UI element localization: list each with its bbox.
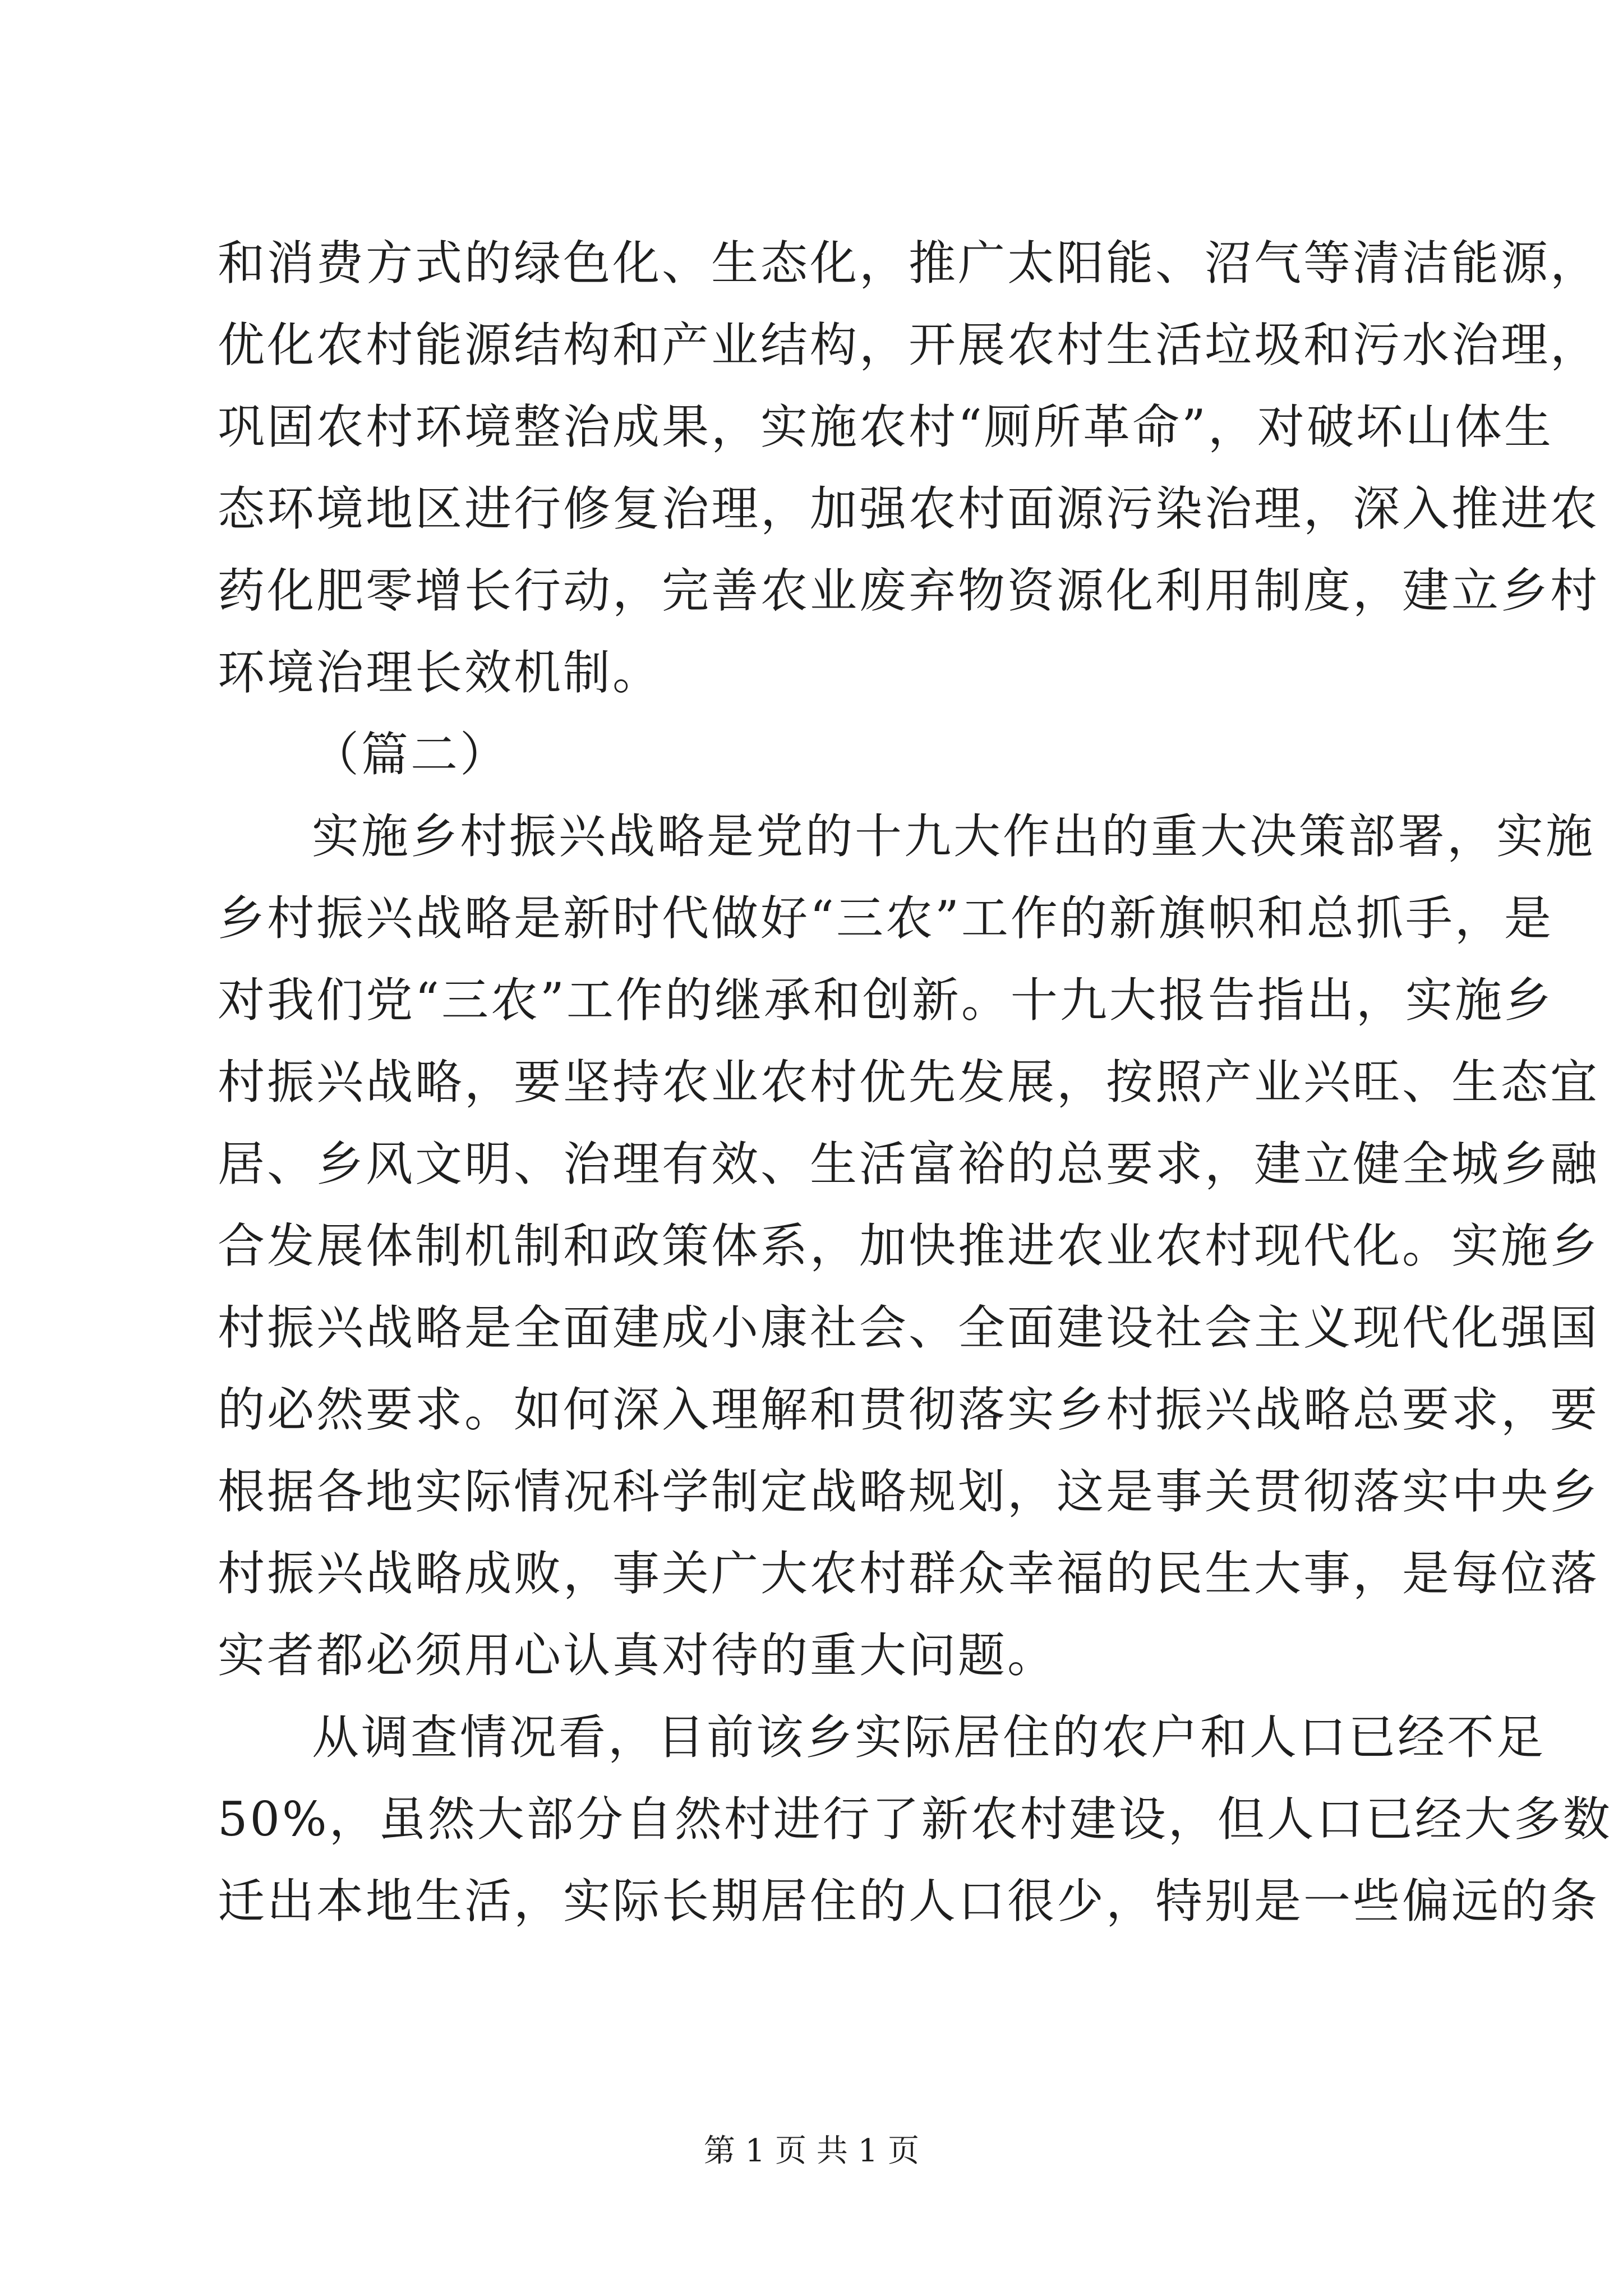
text-line: 对我们党“三农”工作的继承和创新。十九大报告指出，实施乡: [218, 973, 1553, 1028]
text-line: 巩固农村环境整治成果，实施农村“厕所革命”，对破坏山体生: [218, 399, 1553, 454]
section-heading: （篇二）: [312, 727, 510, 782]
text-line: 迁出本地生活，实际长期居住的人口很少，特别是一些偏远的条: [218, 1874, 1600, 1929]
text-line: 村振兴战略成败，事关广大农村群众幸福的民生大事，是每位落: [218, 1546, 1600, 1601]
text-line: 村振兴战略，要坚持农业农村优先发展，按照产业兴旺、生态宜: [218, 1055, 1600, 1110]
text-line: 居、乡风文明、治理有效、生活富裕的总要求，建立健全城乡融: [218, 1137, 1600, 1191]
text-line: 根据各地实际情况科学制定战略规划，这是事关贯彻落实中央乡: [218, 1464, 1600, 1519]
text-line: 村振兴战略是全面建成小康社会、全面建设社会主义现代化强国: [218, 1300, 1600, 1355]
text-line: 优化农村能源结构和产业结构，开展农村生活垃圾和污水治理，: [218, 318, 1600, 372]
page-footer: [0, 2126, 1623, 2171]
text-line: 乡村振兴战略是新时代做好“三农”工作的新旗帜和总抓手，是: [218, 891, 1553, 946]
text-line: 50%，虽然大部分自然村进行了新农村建设，但人口已经大多数: [218, 1792, 1612, 1847]
text-line: 态环境地区进行修复治理，加强农村面源污染治理，深入推进农: [218, 481, 1600, 536]
text-line: 和消费方式的绿色化、生态化，推广太阳能、沼气等清洁能源，: [218, 236, 1600, 291]
text-line: 实者都必须用心认真对待的重大问题。: [218, 1628, 1057, 1683]
text-line: 药化肥零增长行动，完善农业废弃物资源化利用制度，建立乡村: [218, 563, 1600, 618]
text-line: 的必然要求。如何深入理解和贯彻落实乡村振兴战略总要求，要: [218, 1382, 1600, 1437]
text-line: 合发展体制机制和政策体系，加快推进农业农村现代化。实施乡: [218, 1218, 1600, 1273]
text-line: 从调查情况看，目前该乡实际居住的农户和人口已经不足: [312, 1710, 1546, 1765]
text-line: 环境治理长效机制。: [218, 645, 662, 700]
document-body: [218, 222, 1612, 1942]
text-line: 实施乡村振兴战略是党的十九大作出的重大决策部署，实施: [312, 809, 1596, 864]
page-number-label: 第 1 页 共 1 页: [703, 2133, 920, 2169]
